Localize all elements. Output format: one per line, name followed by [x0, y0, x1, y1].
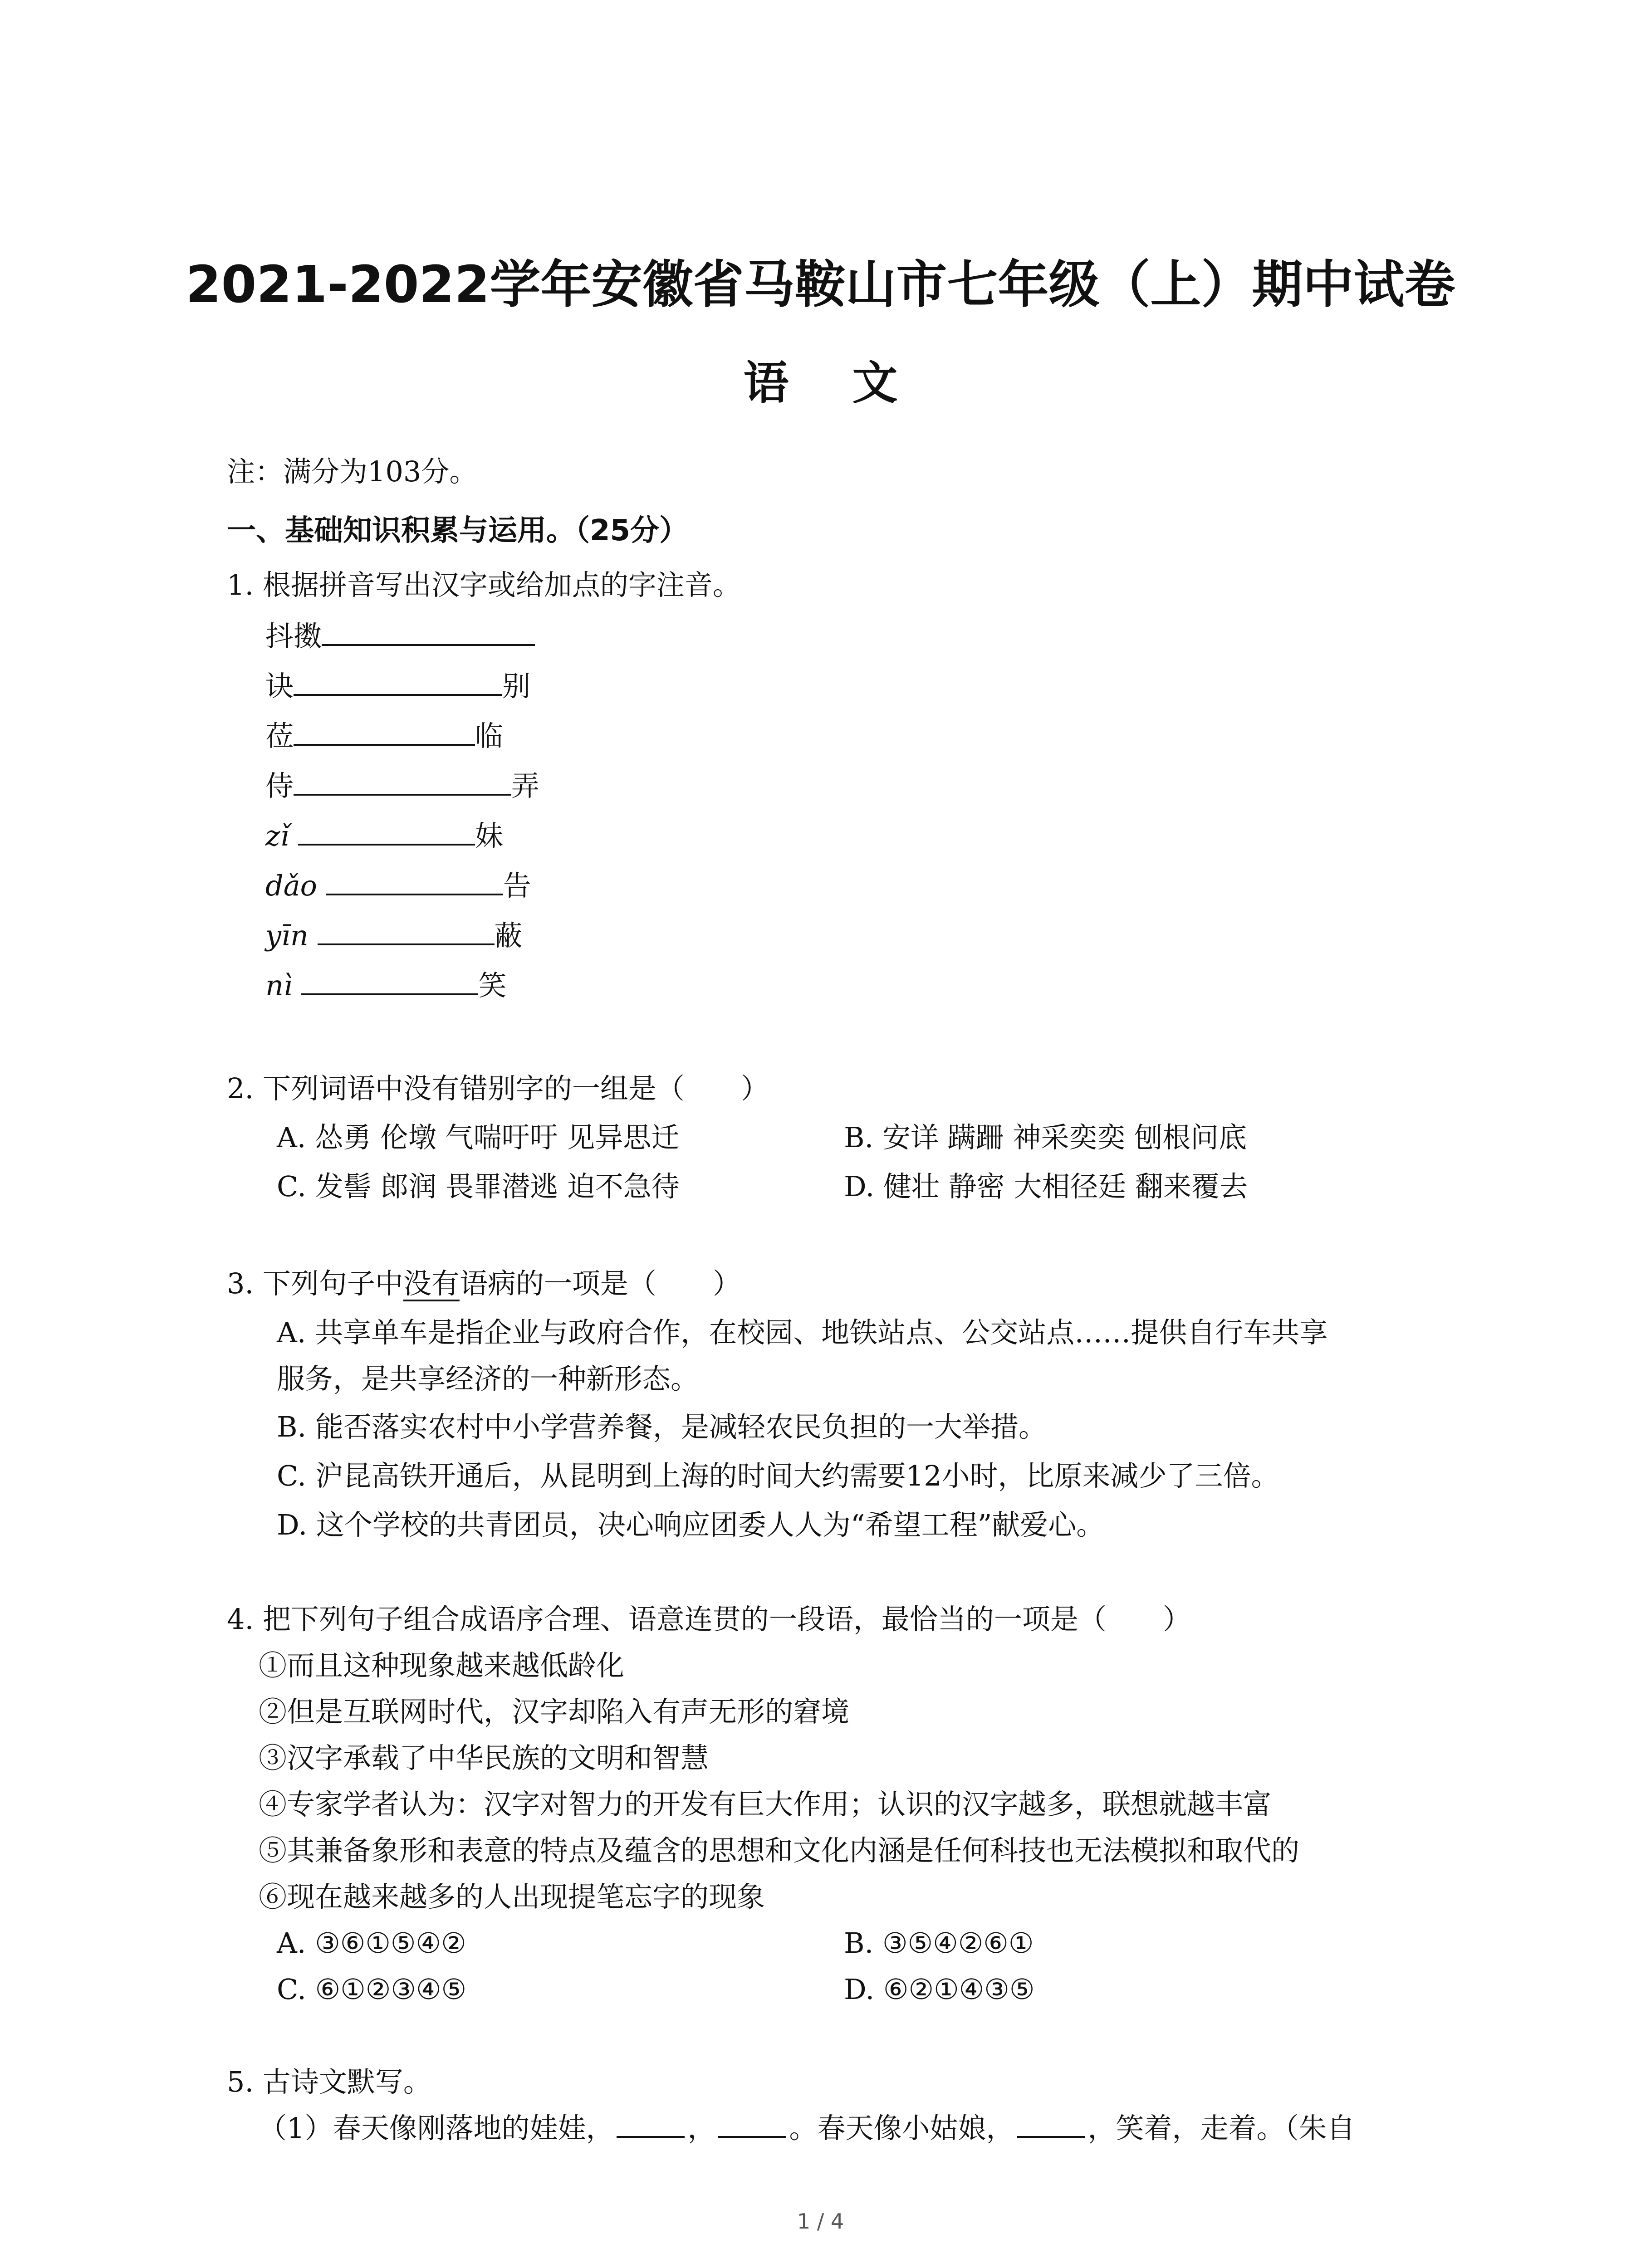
q4-sentence-6: ⑥现在越来越多的人出现提笔忘字的现象 — [259, 1880, 765, 1913]
q1-item-8-tail: 笑 — [478, 969, 507, 1002]
q5-fill-blank[interactable] — [617, 2109, 685, 2138]
question-2-stem: 2. 下列词语中没有错别字的一组是（ ） — [227, 1072, 769, 1105]
q1-item-4-tail: 弄 — [511, 769, 540, 802]
q1-answer-blank[interactable] — [322, 612, 535, 646]
section-heading: 一、基础知识积累与运用。（25分） — [227, 514, 689, 547]
q5-fill-blank[interactable] — [1017, 2109, 1085, 2138]
q1-item-4-word: 侍 — [265, 769, 294, 802]
q1-item-5 — [265, 812, 503, 859]
q1-item-1 — [265, 612, 535, 659]
q1-item-2-word: 诀 — [265, 670, 294, 703]
page-number: 1 / 4 — [797, 2209, 844, 2234]
q1-item-2 — [265, 662, 530, 709]
q5-fill-blank[interactable] — [718, 2109, 786, 2138]
q4-sentence-5: ⑤其兼备象形和表意的特点及蕴含的思想和文化内涵是任何科技也无法模拟和取代的 — [259, 1834, 1300, 1867]
q1-answer-blank[interactable] — [298, 812, 475, 846]
q1-item-3-tail: 临 — [475, 719, 504, 753]
q4-option-c[interactable]: C. ⑥①②③④⑤ — [277, 1973, 467, 2006]
q4-sentence-4: ④专家学者认为：汉字对智力的开发有巨大作用；认识的汉字越多，联想就越丰富 — [259, 1788, 1272, 1821]
q5-text-1: （1）春天像刚落地的娃娃， — [259, 2112, 614, 2145]
q1-item-7-pinyin: yīn — [265, 919, 309, 952]
q1-item-6-pinyin: dǎo — [265, 869, 317, 902]
q5-part-1 — [259, 2106, 1355, 2151]
q1-item-3 — [265, 712, 503, 759]
q3-option-a[interactable]: A. 共享单车是指企业与政府合作，在校园、地铁站点、公交站点……提供自行车共享 — [277, 1316, 1328, 1349]
q1-answer-blank[interactable] — [301, 962, 478, 995]
q1-item-5-pinyin: zǐ — [265, 819, 289, 852]
score-note: 注：满分为103分。 — [227, 455, 478, 488]
q4-option-a[interactable]: A. ③⑥①⑤④② — [277, 1926, 466, 1960]
q2-option-b[interactable]: B. 安详 蹒跚 神采奕奕 刨根问底 — [844, 1121, 1247, 1154]
q1-item-3-word: 莅 — [265, 719, 294, 753]
q1-item-2-tail: 别 — [502, 670, 531, 703]
q1-item-6-tail: 告 — [503, 869, 531, 902]
q3-option-b[interactable]: B. 能否落实农村中小学营养餐，是减轻农民负担的一大举措。 — [277, 1410, 1047, 1443]
q5-text-4: ，笑着，走着。（朱自 — [1087, 2112, 1355, 2145]
q1-answer-blank[interactable] — [326, 862, 503, 895]
question-4-stem: 4. 把下列句子组合成语序合理、语意连贯的一段语，最恰当的一项是（ ） — [227, 1603, 1191, 1636]
q1-item-8-pinyin: nì — [265, 969, 293, 1002]
q1-item-4 — [265, 762, 539, 809]
q1-item-1-word: 抖擞 — [265, 620, 322, 653]
q3-stem-underlined: 没有 — [403, 1267, 460, 1300]
question-3-stem — [227, 1261, 741, 1306]
q1-item-8 — [265, 962, 507, 1008]
q4-option-b[interactable]: B. ③⑤④②⑥① — [844, 1926, 1034, 1960]
q3-option-d[interactable]: D. 这个学校的共青团员，决心响应团委人人为“希望工程”献爱心。 — [277, 1508, 1105, 1541]
q1-item-6 — [265, 862, 531, 909]
q2-option-d[interactable]: D. 健壮 静密 大相径廷 翻来覆去 — [844, 1170, 1248, 1203]
q1-item-5-tail: 妹 — [475, 819, 504, 852]
exam-title: 2021-2022学年安徽省马鞍山市七年级（上）期中试卷 — [186, 255, 1455, 314]
question-1-stem: 1. 根据拼音写出汉字或给加点的字注音。 — [227, 568, 741, 601]
q1-answer-blank[interactable] — [294, 662, 502, 696]
q1-answer-blank[interactable] — [318, 912, 495, 945]
q1-answer-blank[interactable] — [294, 712, 475, 746]
q2-option-a[interactable]: A. 怂勇 伦墩 气喘吁吁 见异思迁 — [277, 1121, 680, 1154]
q4-sentence-1: ①而且这种现象越来越低龄化 — [259, 1649, 625, 1682]
q4-sentence-2: ②但是互联网时代，汉字却陷入有声无形的窘境 — [259, 1695, 850, 1728]
q4-sentence-3: ③汉字承载了中华民族的文明和智慧 — [259, 1741, 709, 1774]
q3-option-a-continued: 服务，是共享经济的一种新形态。 — [277, 1362, 699, 1395]
q3-option-c[interactable]: C. 沪昆高铁开通后，从昆明到上海的时间大约需要12小时，比原来减少了三倍。 — [277, 1459, 1279, 1492]
q1-answer-blank[interactable] — [294, 762, 511, 796]
q3-stem-start: 3. 下列句子中 — [227, 1267, 403, 1300]
q5-text-3: 。春天像小姑娘， — [789, 2112, 1014, 2145]
q3-stem-end: 语病的一项是（ ） — [459, 1267, 741, 1300]
q4-option-d[interactable]: D. ⑥②①④③⑤ — [844, 1973, 1035, 2006]
q2-option-c[interactable]: C. 发髻 郎润 畏罪潜逃 迫不急待 — [277, 1170, 680, 1203]
q1-item-7-tail: 蔽 — [494, 919, 523, 952]
q5-text-2: ， — [687, 2112, 716, 2145]
subject-title: 语文 — [743, 357, 961, 410]
q1-item-7 — [265, 912, 523, 958]
question-5-stem: 5. 古诗文默写。 — [227, 2065, 431, 2098]
